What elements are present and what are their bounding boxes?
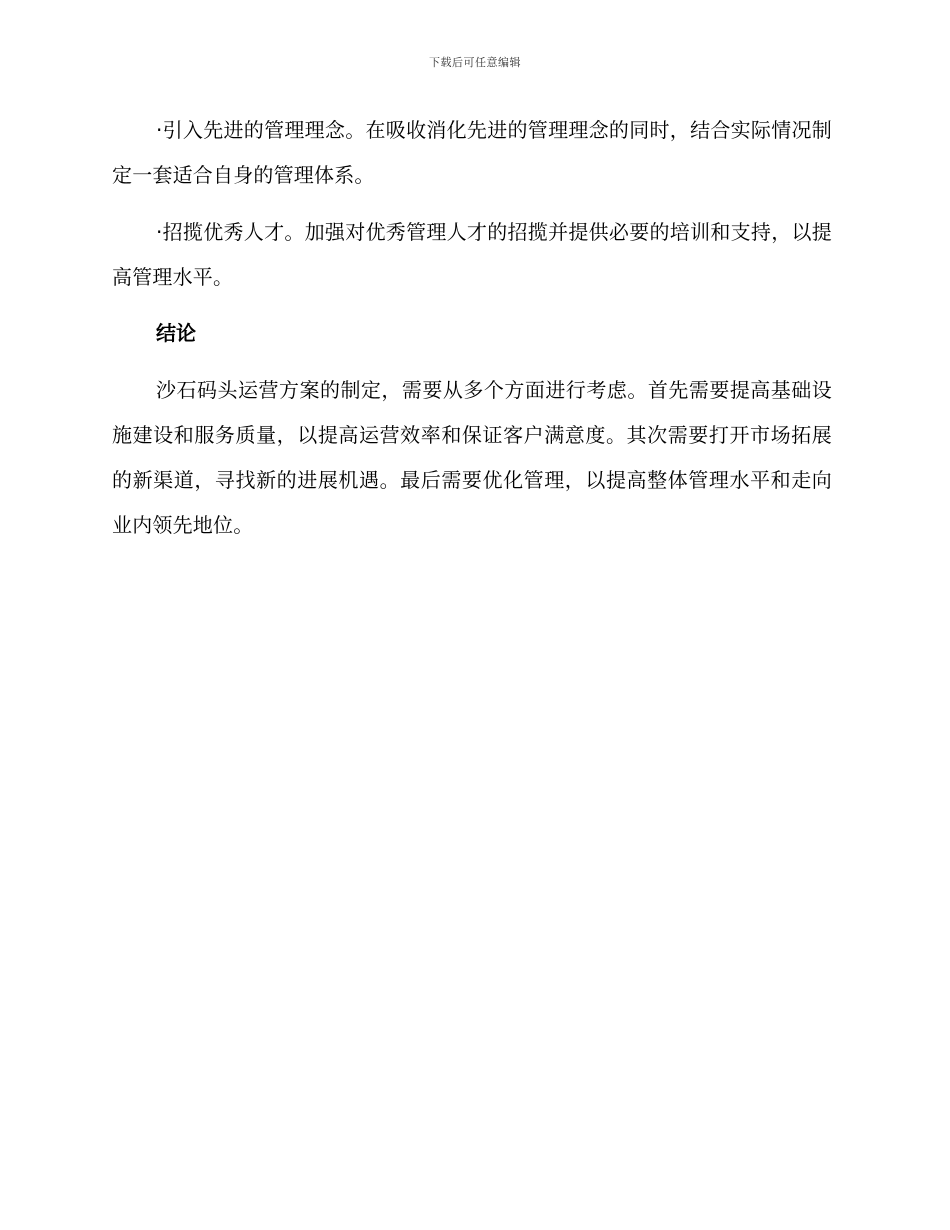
bullet-paragraph-management-concepts: ·引入先进的管理理念。在吸收消化先进的管理理念的同时，结合实际情况制定一套适合自身的管理体系。	[112, 118, 832, 187]
conclusion-paragraph: 沙石码头运营方案的制定，需要从多个方面进行考虑。首先需要提高基础设施建设和服务质量，以提高运营效率和保证客户满意度。其次需要打开市场拓展的新渠道，寻找新的进展机遇。最后需要优化管理，以提高整体管理水平和走向业内领先地位。	[112, 378, 832, 537]
document-body	[112, 108, 832, 548]
header-note: 下载后可任意编辑	[429, 56, 521, 69]
section-heading-conclusion: 结论	[156, 321, 196, 345]
bullet-paragraph-talent-recruitment: ·招揽优秀人才。加强对优秀管理人才的招揽并提供必要的培训和支持，以提高管理水平。	[112, 220, 832, 289]
